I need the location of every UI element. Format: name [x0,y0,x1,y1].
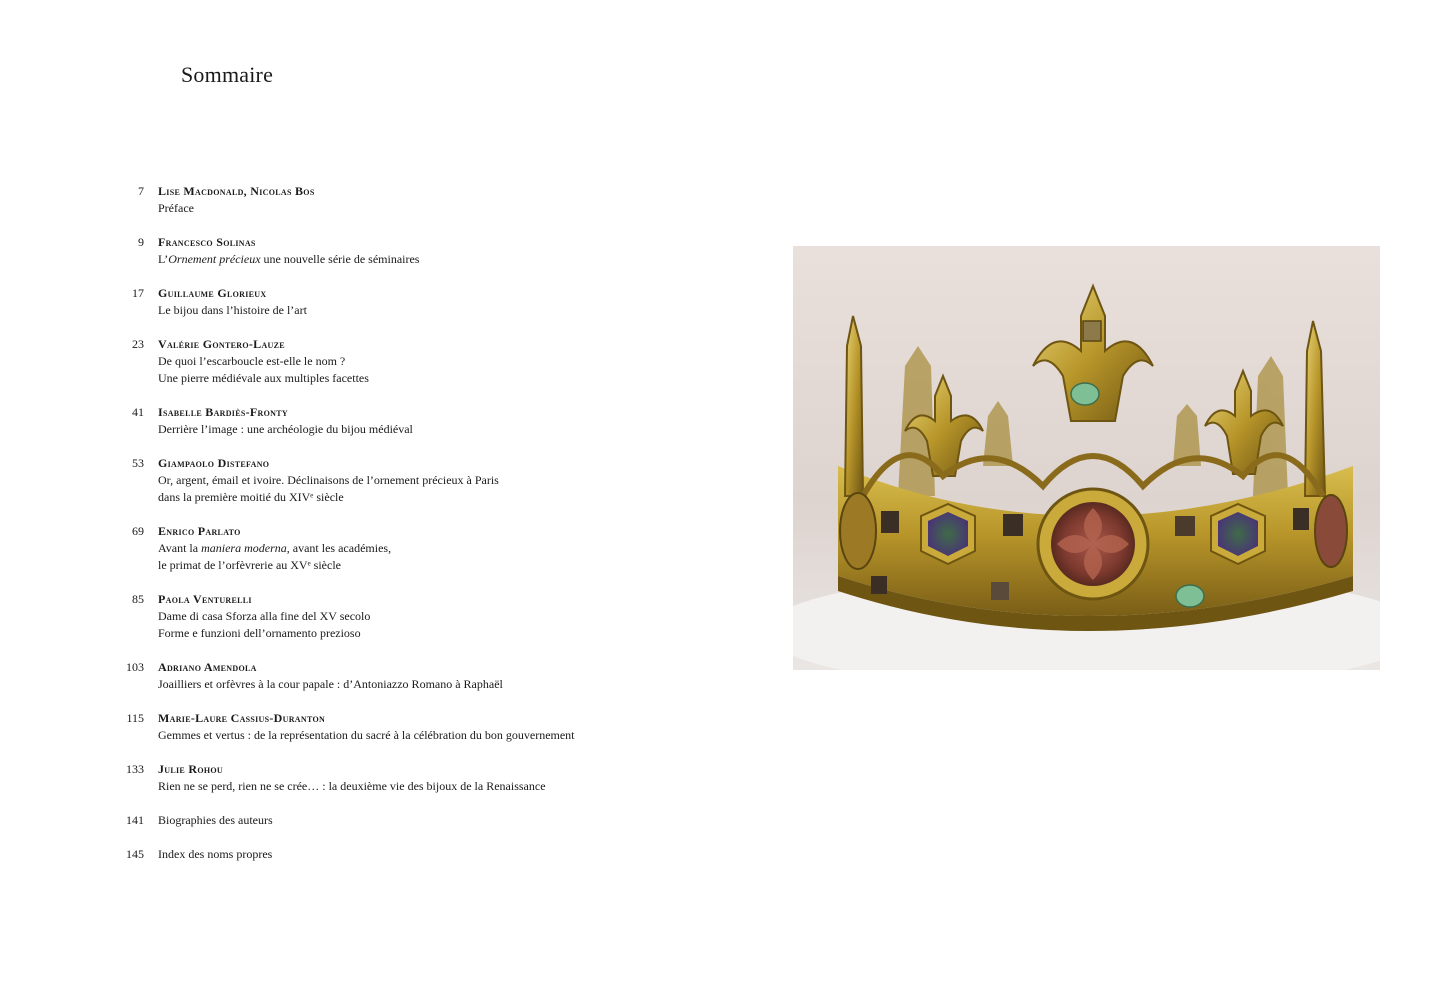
toc-title-text: Dame di casa Sforza alla fine del XV secolo [158,609,371,623]
toc-entry [110,404,670,438]
toc-title-italic: maniera moderna [201,541,287,555]
toc-page-number: 7 [138,184,144,198]
toc-title-text: L’ [158,252,169,266]
toc-page-number: 145 [126,847,144,861]
toc-author: Isabelle Bardiès-Fronty [158,405,288,419]
toc-title-text: dans la première moitié du XIVᵉ siècle [158,490,344,504]
toc-title-line [158,727,670,744]
crown-photo [793,246,1380,670]
toc-title-line [158,421,670,438]
toc-title-line [158,625,670,642]
toc-page-number: 17 [132,286,144,300]
toc-title-text: Avant la [158,541,202,555]
toc-page-number: 103 [126,660,144,674]
toc-entry [110,846,670,863]
toc-title-italic: Ornement précieux [168,252,261,266]
toc-title-text: une nouvelle série de séminaires [260,252,420,266]
toc-title-line [158,489,670,506]
toc-title-text: Une pierre médiévale aux multiples facettes [158,371,369,385]
toc-author: Paola Venturelli [158,592,252,606]
toc-title-text: Préface [158,201,194,215]
toc-title-line [158,472,670,489]
toc-entry [110,710,670,744]
toc-title-text: Derrière l’image : une archéologie du bijou médiéval [158,422,413,436]
toc-title-line [158,778,670,795]
toc-page-number: 85 [132,592,144,606]
toc-title-line [158,200,670,217]
toc-title-line [158,846,670,863]
toc-title-text: Rien ne se perd, rien ne se crée… : la deuxième vie des bijoux de la Renaissance [158,779,546,793]
toc-entry [110,336,670,387]
toc-title-line [158,353,670,370]
toc-author: Enrico Parlato [158,524,241,538]
toc-title-line [158,608,670,625]
toc-author: Lise Macdonald, Nicolas Bos [158,184,315,198]
toc-title-text: le primat de l’orfèvrerie au XVᵉ siècle [158,558,341,572]
toc-title-text: Biographies des auteurs [158,813,273,827]
toc-entry [110,183,670,217]
toc-title-text: Or, argent, émail et ivoire. Déclinaisons de l’ornement précieux à Paris [158,473,499,487]
toc-entry [110,455,670,506]
toc-entry [110,659,670,693]
toc-author: Valérie Gontero-Lauze [158,337,285,351]
toc-page-number: 115 [126,711,144,725]
toc-entry [110,523,670,574]
toc-entry [110,591,670,642]
toc-title-line [158,676,670,693]
toc-author: Francesco Solinas [158,235,256,249]
toc-title-line [158,540,670,557]
toc-title-text: Le bijou dans l’histoire de l’art [158,303,307,317]
toc-page-number: 53 [132,456,144,470]
toc-entry [110,812,670,829]
toc-entry [110,761,670,795]
toc-title-text: Joailliers et orfèvres à la cour papale : d’Antoniazzo Romano à Raphaël [158,677,503,691]
toc-author: Marie-Laure Cassius-Duranton [158,711,326,725]
toc-page-number: 69 [132,524,144,538]
toc-title-line [158,557,670,574]
page-title: Sommaire [181,62,274,87]
toc-entry [110,285,670,319]
toc-title-text: Index des noms propres [158,847,273,861]
toc-author: Guillaume Glorieux [158,286,267,300]
toc-title-line [158,370,670,387]
toc-page-number: 133 [126,762,144,776]
table-of-contents [110,183,670,880]
crown-image [793,246,1380,670]
toc-page-number: 23 [132,337,144,351]
toc-author: Giampaolo Distefano [158,456,270,470]
toc-title-text: De quoi l’escarboucle est-elle le nom ? [158,354,346,368]
toc-page-number: 9 [138,235,144,249]
toc-page-number: 41 [132,405,144,419]
toc-title-text: , avant les académies, [286,541,392,555]
toc-page-number: 141 [126,813,144,827]
toc-title-text: Gemmes et vertus : de la représentation du sacré à la célébration du bon gouvernement [158,728,575,742]
toc-title-text: Forme e funzioni dell’ornamento prezioso [158,626,361,640]
toc-title-line [158,251,670,268]
toc-author: Adriano Amendola [158,660,257,674]
toc-entry [110,234,670,268]
toc-title-line [158,302,670,319]
toc-author: Julie Rohou [158,762,223,776]
toc-title-line [158,812,670,829]
